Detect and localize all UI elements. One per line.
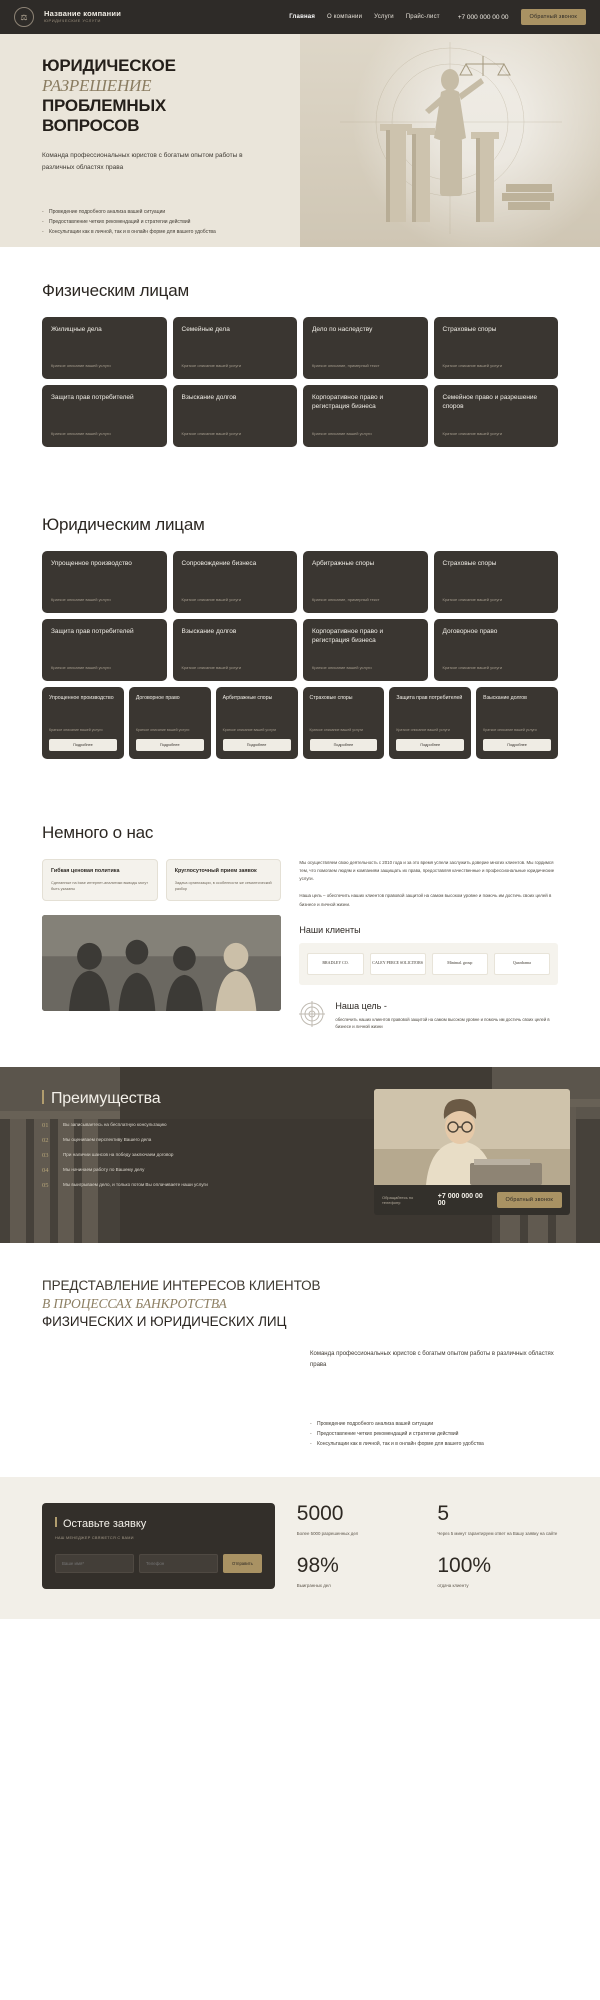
service-card[interactable]: [434, 317, 559, 379]
advantage-number: 04: [42, 1166, 49, 1174]
hero-bullet: - Проведение подробного анализа вашей ситуации: [42, 209, 330, 215]
details-button[interactable]: Подробнее: [483, 739, 551, 751]
logo-subtitle: ЮРИДИЧЕСКИЕ УСЛУГИ: [44, 18, 101, 24]
form-title-text: Оставьте заявку: [63, 1518, 147, 1531]
phone-input[interactable]: [139, 1554, 218, 1573]
nav-item-pricelist[interactable]: Прайс-лист: [405, 14, 440, 20]
stat-value: 5: [437, 1502, 450, 1526]
advantage-item: [42, 1137, 358, 1144]
hero-title-line-4: ВОПРОСОВ: [42, 116, 140, 136]
client-logo: Quardrama: [494, 953, 550, 975]
represent-bullets: [310, 1421, 558, 1447]
service-card[interactable]: [303, 317, 428, 379]
main-nav: [289, 9, 586, 25]
client-logo: BRADLEY CO.: [307, 953, 363, 975]
advantages-title-text: Преимущества: [51, 1089, 161, 1107]
individuals-card-grid: [42, 317, 558, 447]
stat-value: 100%: [437, 1554, 492, 1578]
details-button[interactable]: Подробнее: [223, 739, 291, 751]
stat-desc: Более 5000 разрешенных дел: [296, 1531, 359, 1537]
advantage-number: 03: [42, 1151, 49, 1159]
name-input[interactable]: [55, 1554, 134, 1573]
advantage-text: При наличии шансов на победу заключаем договор: [63, 1151, 174, 1157]
client-logo: Minimal. group: [432, 953, 488, 975]
service-card-title: Корпоративное право и регистрация бизнеса: [312, 394, 384, 410]
about-row: [42, 859, 558, 1031]
logo[interactable]: [44, 10, 121, 23]
form-title: [55, 1517, 262, 1530]
hero-bullet: - Предоставление четких рекомендаций и стратегии действий: [42, 219, 330, 225]
section-title-individuals: Физическим лицам: [42, 281, 189, 300]
stat-desc: Через 5 минут гарантируем ответ на Вашу заявку на сайте: [437, 1531, 558, 1537]
callback-button-header[interactable]: Обратный звонок: [521, 9, 586, 25]
service-card-title: Страховые споры: [309, 695, 353, 701]
service-card-title: Защита прав потребителей: [51, 628, 134, 635]
service-card[interactable]: [42, 385, 167, 447]
service-card-title: Защита прав потребителей: [396, 695, 463, 701]
service-card-title: Взыскание долгов: [181, 628, 237, 635]
cta-label: Обращайтесь по телефону:: [382, 1194, 414, 1205]
advantage-text: Вы записываетесь на бесплатную консультацию: [63, 1121, 167, 1127]
service-card-desc: Краткое описание вашей услуги: [483, 727, 537, 732]
about-mini-title: Гибкая ценовая политика: [51, 868, 120, 874]
section-advantages: [0, 1067, 600, 1243]
callback-button-advantages[interactable]: Обратный звонок: [497, 1192, 562, 1208]
service-card-desc: Краткое описание вашей услуги: [181, 665, 242, 670]
service-card-title: Взыскание долгов: [483, 695, 527, 701]
service-card-title: Арбитражные споры: [222, 695, 273, 701]
advantages-content: [0, 1067, 600, 1215]
client-logo: CALEY PERCE SOLICITORS: [370, 953, 426, 975]
service-card-title: Дело по наследству: [312, 326, 373, 333]
stats-grid: [297, 1503, 558, 1589]
service-card-desc: Краткое описание вашей услуги: [51, 597, 111, 602]
service-card-title: Договорное право: [135, 695, 180, 701]
clients-block: [299, 925, 558, 985]
advantage-item: [42, 1152, 358, 1159]
about-mini-card: [42, 859, 158, 901]
service-card[interactable]: [303, 619, 428, 681]
advantage-number: 05: [42, 1181, 49, 1189]
stat-item: [297, 1555, 418, 1589]
stat-item: [297, 1503, 418, 1537]
clients-logo-grid: [299, 943, 558, 985]
service-card[interactable]: [42, 317, 167, 379]
service-card-desc: Краткое описание вашей услуги: [442, 363, 503, 368]
represent-paragraph: Команда профессиональных юристов с богатым опытом работы в различных областях права: [310, 1351, 554, 1369]
advantage-text: Мы начинаем работу по Вашему делу: [63, 1166, 145, 1172]
hero-title-emphasis: РАЗРЕШЕНИЕ: [42, 76, 152, 96]
service-card[interactable]: [173, 317, 298, 379]
about-mini-cards: [42, 859, 281, 901]
nav-item-home[interactable]: Главная: [289, 14, 316, 20]
about-paragraph-2: Наша цель – обеспечить наших клиентов правовой защитой на самом высоком уровне и помочь им достичь своих целей в бизнесе и личной жизни.: [299, 893, 552, 907]
hero-title-line-1: ЮРИДИЧЕСКОЕ: [42, 56, 176, 75]
section-title-about: Немного о нас: [42, 823, 154, 842]
service-card-title: Договорное право: [442, 628, 498, 635]
nav-item-about[interactable]: О компании: [327, 14, 363, 20]
legal-entities-card-grid: [42, 551, 558, 681]
goal-title: Наша цель -: [335, 1000, 387, 1011]
details-button[interactable]: Подробнее: [396, 739, 464, 751]
about-left: [42, 859, 281, 1031]
about-right: [299, 859, 558, 1031]
advantages-left: [42, 1089, 358, 1215]
legal-entities-small-card-row: [42, 687, 558, 759]
service-card-desc: Краткое описание вашей услуги: [181, 431, 242, 436]
target-icon: [299, 1001, 325, 1027]
advantage-item: [42, 1167, 358, 1174]
site-header: [0, 0, 600, 34]
advantages-list: [42, 1122, 358, 1189]
advantage-number: 02: [42, 1136, 49, 1144]
logo-title: Название компании: [44, 9, 122, 19]
service-card-desc: Краткое описание вашей услуги: [181, 597, 242, 602]
service-card-title: Страховые споры: [442, 326, 497, 333]
service-card[interactable]: [173, 551, 298, 613]
service-card-title: Семейные дела: [181, 326, 230, 333]
service-card[interactable]: [173, 385, 298, 447]
stat-value: 5000: [296, 1502, 344, 1526]
request-form: [42, 1503, 275, 1589]
represent-title: [42, 1277, 558, 1332]
form-fields-row: [55, 1554, 262, 1573]
details-button[interactable]: Подробнее: [136, 739, 204, 751]
service-card-title: Арбитражные споры: [312, 560, 375, 567]
service-card[interactable]: [173, 619, 298, 681]
service-card-title: Корпоративное право и регистрация бизнеса: [312, 628, 384, 644]
section-about: [0, 793, 600, 1067]
advantages-title: [42, 1089, 358, 1108]
service-card[interactable]: [42, 551, 167, 613]
section-title-legal-entities: Юридическим лицам: [42, 515, 205, 534]
service-card-desc: Краткое описание вашей услуги: [442, 665, 503, 670]
hero-content: [0, 34, 330, 235]
service-card[interactable]: [42, 619, 167, 681]
service-card-title: Жилищные дела: [51, 326, 102, 333]
service-card[interactable]: [303, 385, 428, 447]
advantage-number: 01: [42, 1121, 49, 1129]
service-card-desc: Краткое описание вашей услуги: [51, 363, 111, 368]
hero-illustration: [300, 34, 600, 247]
service-card-title: Упрощенное производство: [49, 695, 114, 701]
service-card-desc: Краткое описание вашей услуги: [135, 727, 190, 732]
service-card-title: Защита прав потребителей: [51, 394, 134, 401]
stat-desc: отдача клиенту: [437, 1583, 469, 1589]
goal-text-wrap: [335, 1001, 558, 1031]
service-card-small[interactable]: [129, 687, 211, 759]
clients-title: Наши клиенты: [299, 924, 361, 935]
service-card-desc: Краткое описание вашей услуги: [181, 363, 242, 368]
service-card-desc: Краткое описание вашей услуги: [312, 665, 372, 670]
title-accent-bar: [42, 1090, 44, 1104]
section-request-form: [0, 1477, 600, 1619]
stat-desc: Выигранных дел: [296, 1583, 331, 1589]
represent-bullet: - Проведение подробного анализа вашей ситуации: [310, 1421, 558, 1427]
service-card[interactable]: [434, 619, 559, 681]
represent-line-3: ФИЗИЧЕСКИХ И ЮРИДИЧЕСКИХ ЛИЦ: [42, 1314, 287, 1330]
stat-item: [437, 1503, 558, 1537]
advantage-item: [42, 1122, 358, 1129]
advantages-cta-bar: [374, 1185, 570, 1215]
section-individuals: [0, 247, 600, 481]
service-card-title: Семейное право и разрешение споров: [442, 394, 538, 410]
hero-paragraph: Команда профессиональных юристов с богатым опытом работы в различных областях права: [42, 152, 243, 171]
service-card-title: Упрощенное производство: [51, 560, 132, 567]
represent-body: [42, 1349, 558, 1447]
represent-line-1: ПРЕДСТАВЛЕНИЕ ИНТЕРЕСОВ КЛИЕНТОВ: [42, 1277, 321, 1293]
service-card-title: Страховые споры: [442, 560, 497, 567]
about-mini-card: [166, 859, 282, 901]
advantage-item: [42, 1182, 358, 1189]
service-card-desc: Краткое описание, примерный текст: [312, 363, 380, 368]
service-card[interactable]: [303, 551, 428, 613]
represent-spacer: [42, 1349, 290, 1371]
represent-bullet: - Предоставление четких рекомендаций и стратегии действий: [310, 1431, 558, 1437]
advantages-cta-card: [374, 1089, 570, 1215]
service-card-desc: Краткое описание вашей услуги: [51, 431, 111, 436]
represent-line-2: В ПРОЦЕССАХ БАНКРОТСТВА: [42, 1296, 227, 1312]
service-card-desc: Краткое описание вашей услуги: [51, 665, 111, 670]
service-card-small[interactable]: [389, 687, 471, 759]
represent-bullet: - Консультации как в личной, так и в онлайн форме для вашего удобства: [310, 1441, 558, 1447]
service-card-small[interactable]: [216, 687, 298, 759]
service-card-title: Сопровождение бизнеса: [181, 560, 257, 567]
service-card-desc: Краткое описание вашей услуги: [442, 431, 503, 436]
nav-item-services[interactable]: Услуги: [374, 14, 394, 20]
section-legal-entities: [0, 481, 600, 793]
about-mini-desc: Сделанные на base интернет-аналитики выводы могут быть указаны: [51, 881, 148, 892]
service-card-desc: Краткое описание вашей услуги: [312, 431, 372, 436]
service-card-title: Взыскание долгов: [181, 394, 237, 401]
service-card-small[interactable]: [303, 687, 385, 759]
section-represent: [0, 1243, 600, 1477]
service-card-small[interactable]: [476, 687, 558, 759]
header-phone[interactable]: +7 000 000 00 00: [457, 13, 509, 21]
form-subtitle: НАШ МЕНЕДЖЕР СВЯЖЕТСЯ С ВАМИ: [55, 1536, 134, 1541]
details-button[interactable]: Подробнее: [310, 739, 378, 751]
details-button[interactable]: Подробнее: [49, 739, 117, 751]
goal-block: [299, 1001, 558, 1031]
advantage-text: Мы оцениваем перспективу Вашего дела: [63, 1136, 152, 1142]
service-card-desc: Краткое описание, примерный текст: [312, 597, 380, 602]
service-card[interactable]: [434, 385, 559, 447]
service-card-small[interactable]: [42, 687, 124, 759]
about-paragraph-1: Мы осуществляем свою деятельность с 2010 года и за это время успели заслужить доверие многих клиентов. Мы гордимся тем, что помогаем людям и компаниям защищать их права, предоставляя качественные и профессиональные юридические услуги.: [299, 860, 555, 882]
service-card-desc: Краткое описание вашей услуги: [396, 727, 450, 732]
service-card-desc: Краткое описание вашей услуги: [309, 727, 364, 732]
team-photo: [42, 915, 281, 1011]
advantage-text: Мы выигрываем дело, и только потом Вы оплачиваете наши услуги: [63, 1181, 208, 1187]
about-mini-desc: Задача организации, в особенности же семантический разбор: [174, 881, 272, 892]
about-mini-title: Круглосуточный прием заявок: [174, 868, 257, 874]
hero-bullet: - Консультации как в личной, так и в онлайн форме для вашего удобства: [42, 229, 330, 235]
scales-icon: ⚖: [14, 7, 34, 27]
stat-value: 98%: [296, 1554, 339, 1578]
hero-section: [0, 34, 600, 247]
submit-button[interactable]: Отправить: [223, 1554, 262, 1573]
hero-title-line-3: ПРОБЛЕМНЫХ: [42, 96, 167, 116]
service-card-desc: Краткое описание вашей услуги: [442, 597, 503, 602]
cta-phone[interactable]: +7 000 000 00 00: [437, 1192, 483, 1207]
service-card-desc: Краткое описание вашей услуги: [222, 727, 277, 732]
hero-title: [42, 56, 330, 136]
stat-item: [437, 1555, 558, 1589]
goal-paragraph: обеспечить наших клиентов правовой защитой на самом высоком уровне и помочь им достичь своих целей в бизнесе и личной жизни: [335, 1016, 550, 1030]
title-accent-bar: [55, 1517, 57, 1527]
service-card[interactable]: [434, 551, 559, 613]
hero-bullets: [42, 209, 330, 235]
service-card-desc: Краткое описание вашей услуги: [49, 727, 103, 732]
consultant-photo: [374, 1089, 570, 1185]
